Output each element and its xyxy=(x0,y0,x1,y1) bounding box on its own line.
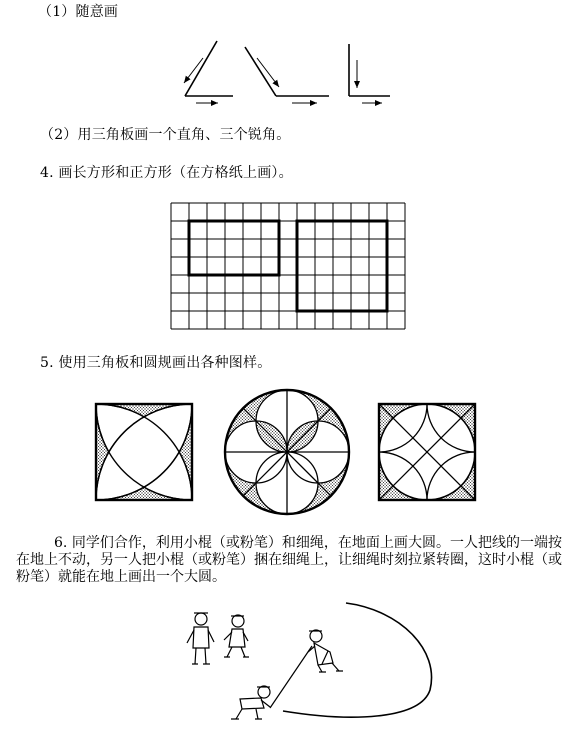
ground-circle-arc xyxy=(283,603,432,717)
question-5-title: 5. 使用三角板和圆规画出各种图样。 xyxy=(40,355,272,371)
question-4-title: 4. 画长方形和正方形（在方格纸上画）。 xyxy=(40,165,293,181)
item2-label: （2）用三角板画一个直角、三个锐角。 xyxy=(40,127,291,143)
child-walking-icon xyxy=(224,615,249,657)
child-crouching-with-stick-icon xyxy=(308,630,343,672)
question-6-text: 6. 同学们合作，利用小棍（或粉笔）和细绳，在地面上画大圆。一人把线的一端按在地上不动，另一人把小棍（或粉笔）捆在细绳上，让细绳时刻拉紧转圈，这时小棍（或粉笔）就能在地上画出一个大圆。 xyxy=(16,535,562,585)
child-holding-rope-icon xyxy=(231,686,270,719)
child-standing-icon xyxy=(187,613,214,664)
string-line xyxy=(270,646,312,708)
item1-label: （1）随意画 xyxy=(38,4,119,20)
